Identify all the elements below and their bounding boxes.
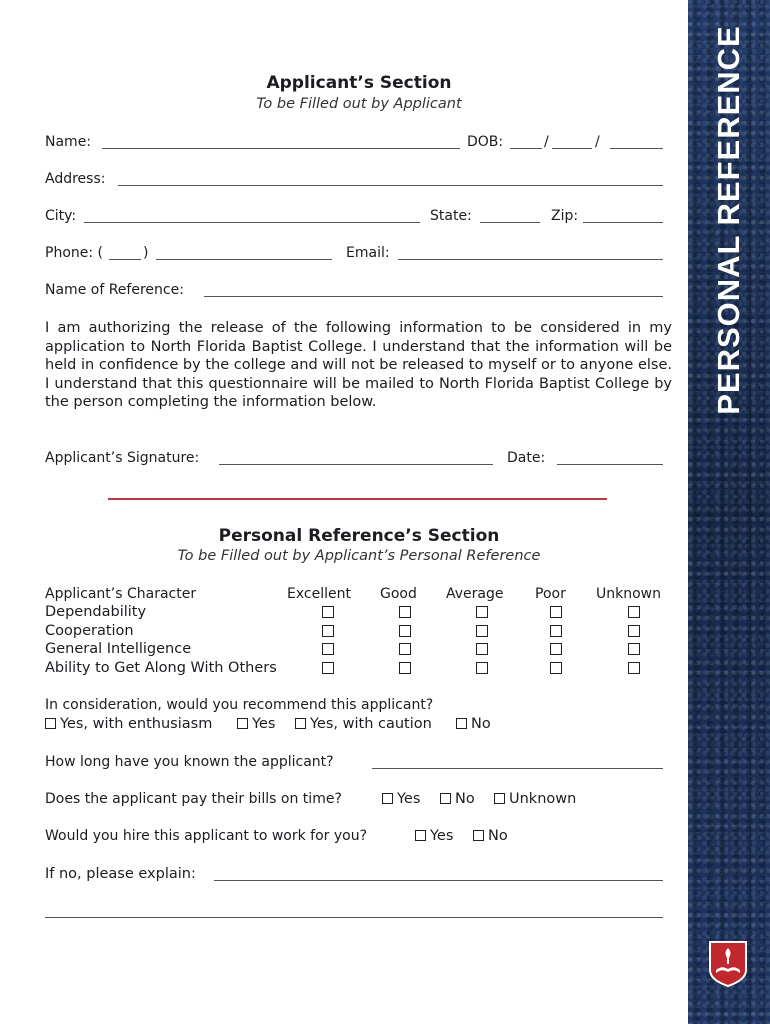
reference-name-label: Name of Reference: xyxy=(45,282,184,298)
trait-label: Cooperation xyxy=(45,623,134,639)
phone-label: Phone: ( xyxy=(45,245,103,261)
rating-checkbox-poor[interactable] xyxy=(550,662,562,674)
bills-question: Does the applicant pay their bills on time? xyxy=(45,791,342,807)
email-label: Email: xyxy=(346,245,390,261)
rating-checkbox-excellent[interactable] xyxy=(322,643,334,655)
known-duration-field[interactable] xyxy=(372,768,663,769)
hire-option-no[interactable] xyxy=(473,828,508,845)
bills-option-unknown[interactable] xyxy=(494,791,576,808)
name-field[interactable] xyxy=(102,148,460,149)
checkbox[interactable] xyxy=(440,793,451,804)
option-label: No xyxy=(471,716,491,732)
recommend-option-no[interactable] xyxy=(456,716,491,733)
option-label: No xyxy=(455,791,475,807)
rating-checkbox-average[interactable] xyxy=(476,643,488,655)
option-label: No xyxy=(488,828,508,844)
signature-field[interactable] xyxy=(219,464,493,465)
rating-checkbox-unknown[interactable] xyxy=(628,662,640,674)
rating-checkbox-poor[interactable] xyxy=(550,625,562,637)
bills-option-yes[interactable] xyxy=(382,791,420,808)
checkbox[interactable] xyxy=(415,830,426,841)
checkbox[interactable] xyxy=(237,718,248,729)
signature-label: Applicant’s Signature: xyxy=(45,450,200,466)
phone-area-code-field[interactable] xyxy=(109,259,141,260)
rating-checkbox-poor[interactable] xyxy=(550,643,562,655)
address-field[interactable] xyxy=(118,185,663,186)
dob-separator: / xyxy=(595,134,600,150)
state-label: State: xyxy=(430,208,472,224)
option-label: Unknown xyxy=(509,791,577,807)
option-label: Yes, with caution xyxy=(310,716,432,732)
recommend-option-caution[interactable] xyxy=(295,716,432,733)
option-label: Yes, with enthusiasm xyxy=(60,716,213,732)
zip-label: Zip: xyxy=(551,208,579,224)
reference-section-subheading: To be Filled out by Applicant’s Personal Reference xyxy=(177,548,541,564)
dob-month-field[interactable] xyxy=(510,148,542,149)
date-label: Date: xyxy=(507,450,546,466)
explain-field-continued[interactable] xyxy=(45,917,663,918)
recommend-option-yes[interactable] xyxy=(237,716,275,733)
character-header: Applicant’s Character xyxy=(45,586,197,602)
checkbox[interactable] xyxy=(456,718,467,729)
rating-header-poor: Poor xyxy=(535,586,566,602)
option-label: Yes xyxy=(430,828,454,844)
authorization-paragraph: I am authorizing the release of the following information to be considered in my application to North Florida Baptist College. I understand that the information will be held in confidence by the college and will not be released to myself or to anyone else. I understand that this questionnaire will be mailed to North Florida Baptist College by the person completing the information below. xyxy=(45,320,672,410)
rating-checkbox-poor[interactable] xyxy=(550,606,562,618)
rating-checkbox-unknown[interactable] xyxy=(628,606,640,618)
address-label: Address: xyxy=(45,171,106,187)
trait-label: Dependability xyxy=(45,604,147,620)
college-shield-logo xyxy=(708,940,748,988)
dob-label: DOB: xyxy=(467,134,504,150)
reference-name-field[interactable] xyxy=(204,296,663,297)
rating-checkbox-good[interactable] xyxy=(399,625,411,637)
checkbox[interactable] xyxy=(295,718,306,729)
section-divider xyxy=(108,498,607,500)
rating-checkbox-average[interactable] xyxy=(476,625,488,637)
rating-checkbox-excellent[interactable] xyxy=(322,662,334,674)
checkbox[interactable] xyxy=(473,830,484,841)
dob-day-field[interactable] xyxy=(552,148,592,149)
applicant-section-heading: Applicant’s Section xyxy=(266,73,452,93)
recommend-question: In consideration, would you recommend this applicant? xyxy=(45,697,434,713)
rating-checkbox-good[interactable] xyxy=(399,643,411,655)
phone-paren: ) xyxy=(143,245,149,261)
rating-header-good: Good xyxy=(380,586,417,602)
date-field[interactable] xyxy=(557,464,663,465)
rating-checkbox-excellent[interactable] xyxy=(322,625,334,637)
email-field[interactable] xyxy=(398,259,663,260)
rating-checkbox-unknown[interactable] xyxy=(628,625,640,637)
hire-question: Would you hire this applicant to work for you? xyxy=(45,828,368,844)
rating-checkbox-good[interactable] xyxy=(399,662,411,674)
trait-label: General Intelligence xyxy=(45,641,192,657)
explain-label: If no, please explain: xyxy=(45,866,196,882)
trait-label: Ability to Get Along With Others xyxy=(45,660,277,676)
reference-section-heading: Personal Reference’s Section xyxy=(218,526,500,546)
rating-checkbox-good[interactable] xyxy=(399,606,411,618)
checkbox[interactable] xyxy=(382,793,393,804)
bills-option-no[interactable] xyxy=(440,791,475,808)
rating-checkbox-excellent[interactable] xyxy=(322,606,334,618)
applicant-section-subheading: To be Filled out by Applicant xyxy=(256,96,462,112)
hire-option-yes[interactable] xyxy=(415,828,453,845)
rating-header-average: Average xyxy=(446,586,504,602)
rating-checkbox-average[interactable] xyxy=(476,662,488,674)
rating-checkbox-average[interactable] xyxy=(476,606,488,618)
rating-header-excellent: Excellent xyxy=(287,586,351,602)
zip-field[interactable] xyxy=(583,222,663,223)
rating-header-unknown: Unknown xyxy=(596,586,661,602)
option-label: Yes xyxy=(397,791,421,807)
phone-number-field[interactable] xyxy=(156,259,332,260)
known-duration-question: How long have you known the applicant? xyxy=(45,754,334,770)
city-field[interactable] xyxy=(84,222,420,223)
rating-checkbox-unknown[interactable] xyxy=(628,643,640,655)
state-field[interactable] xyxy=(480,222,540,223)
checkbox[interactable] xyxy=(45,718,56,729)
city-label: City: xyxy=(45,208,77,224)
sidebar-title: PERSONAL REFERENCE xyxy=(711,25,746,415)
checkbox[interactable] xyxy=(494,793,505,804)
dob-year-field[interactable] xyxy=(610,148,663,149)
recommend-option-enthusiasm[interactable] xyxy=(45,716,212,733)
name-label: Name: xyxy=(45,134,92,150)
dob-separator: / xyxy=(544,134,549,150)
explain-field[interactable] xyxy=(214,880,663,881)
option-label: Yes xyxy=(252,716,276,732)
